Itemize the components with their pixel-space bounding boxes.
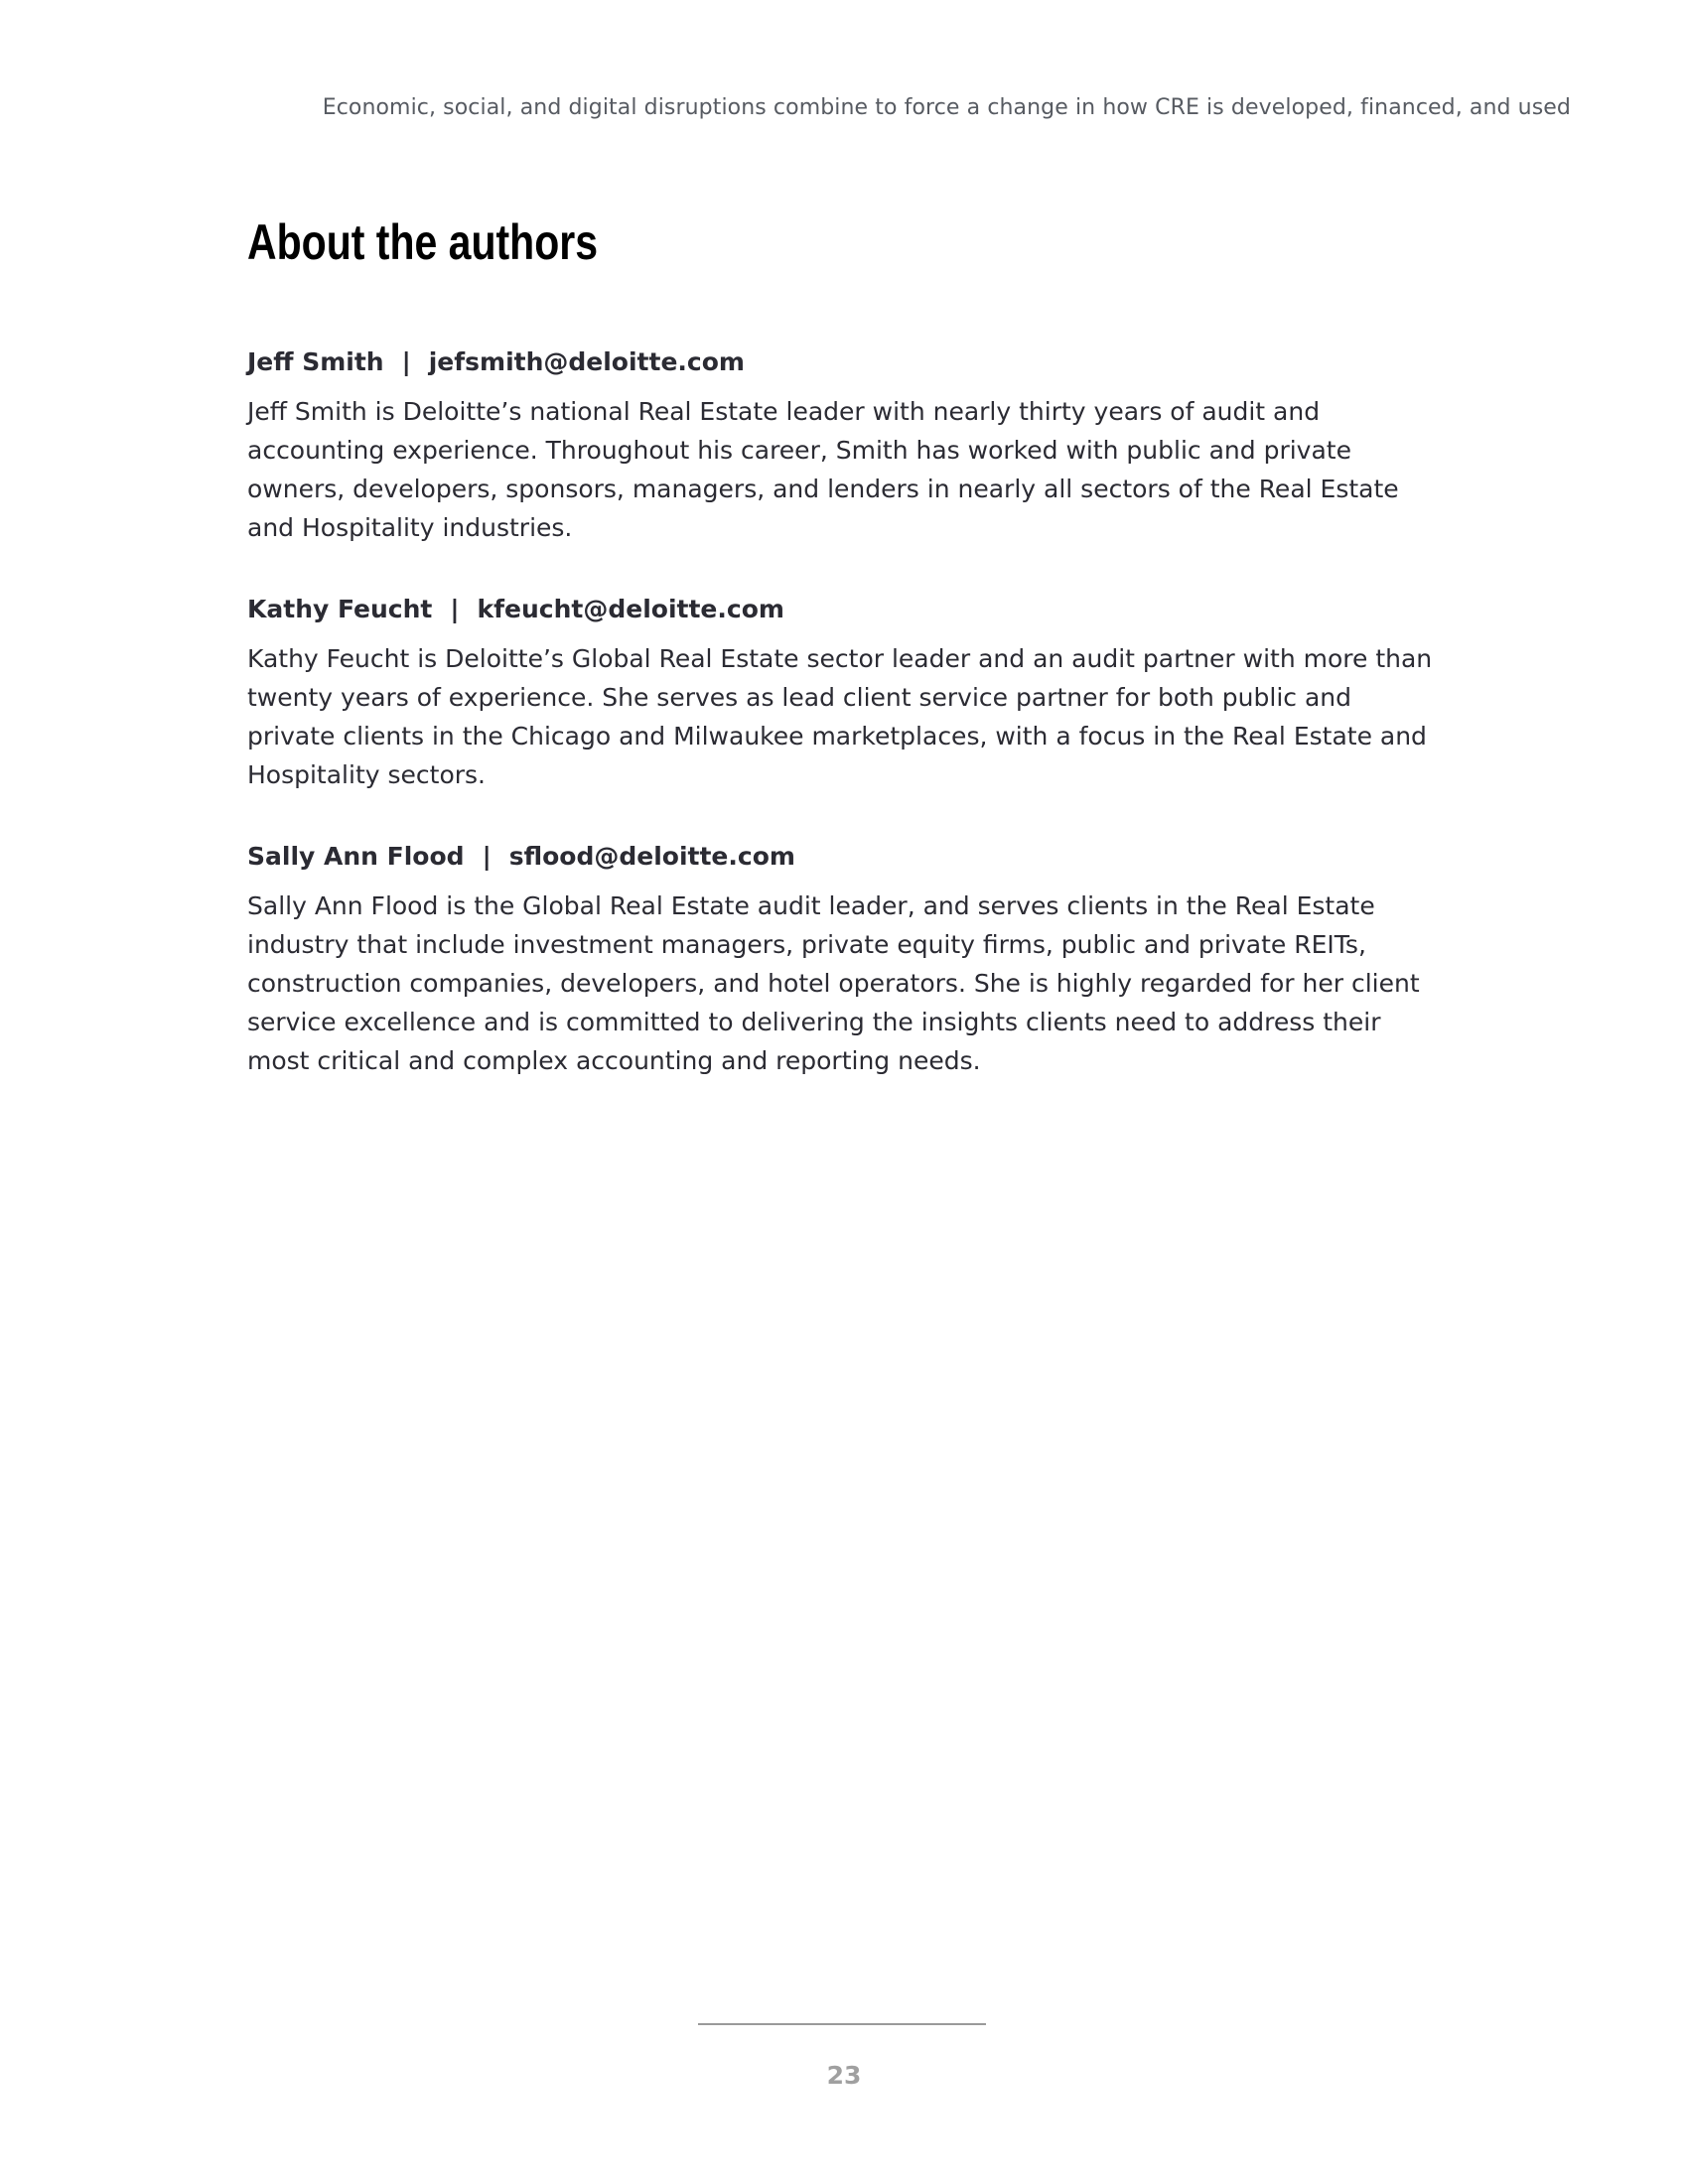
separator: | [450,595,460,623]
main-content [247,211,1439,1126]
author-email: jefsmith@deloitte.com [428,347,745,376]
author-entry-kathy-feucht [247,593,1439,794]
page-title: About the authors [247,214,599,270]
author-name: Jeff Smith [247,347,384,376]
separator: | [401,347,411,376]
page-number: 23 [826,2061,862,2090]
author-name: Kathy Feucht [247,595,433,623]
author-header [247,345,1439,379]
author-header [247,593,1439,626]
author-email: kfeucht@deloitte.com [477,595,784,623]
author-email: sflood@deloitte.com [508,842,795,871]
author-bio: Sally Ann Flood is the Global Real Estate audit leader, and serves clients in the Real Estate industry that include investment managers, private equity firms, public and private REITs, construction companies, developers, and hotel operators. She is highly regarded for her client service excellence and is committed to delivering the insights clients need to address their most critical and complex accounting and reporting needs. [247,891,1420,1075]
authors-list [247,345,1439,1080]
author-entry-jeff-smith [247,345,1439,547]
running-header: Economic, social, and digital disruptions combine to force a change in how CRE is developed, financed, and used [322,95,1571,120]
author-entry-sally-ann-flood [247,840,1439,1080]
author-name: Sally Ann Flood [247,842,465,871]
footer-divider [698,2023,986,2025]
separator: | [482,842,492,871]
author-bio: Jeff Smith is Deloitte’s national Real Estate leader with nearly thirty years of audit and accounting experience. Throughout his career, Smith has worked with public and private owners, developers, sponsors, managers, and lenders in nearly all sectors of the Real Estate and Hospitality industries. [247,397,1399,542]
author-header [247,840,1439,874]
author-bio: Kathy Feucht is Deloitte’s Global Real Estate sector leader and an audit partner with more than twenty years of experience. She serves as lead client service partner for both public and private clients in the Chicago and Milwaukee marketplaces, with a focus in the Real Estate and Hospitality sectors. [247,644,1433,789]
